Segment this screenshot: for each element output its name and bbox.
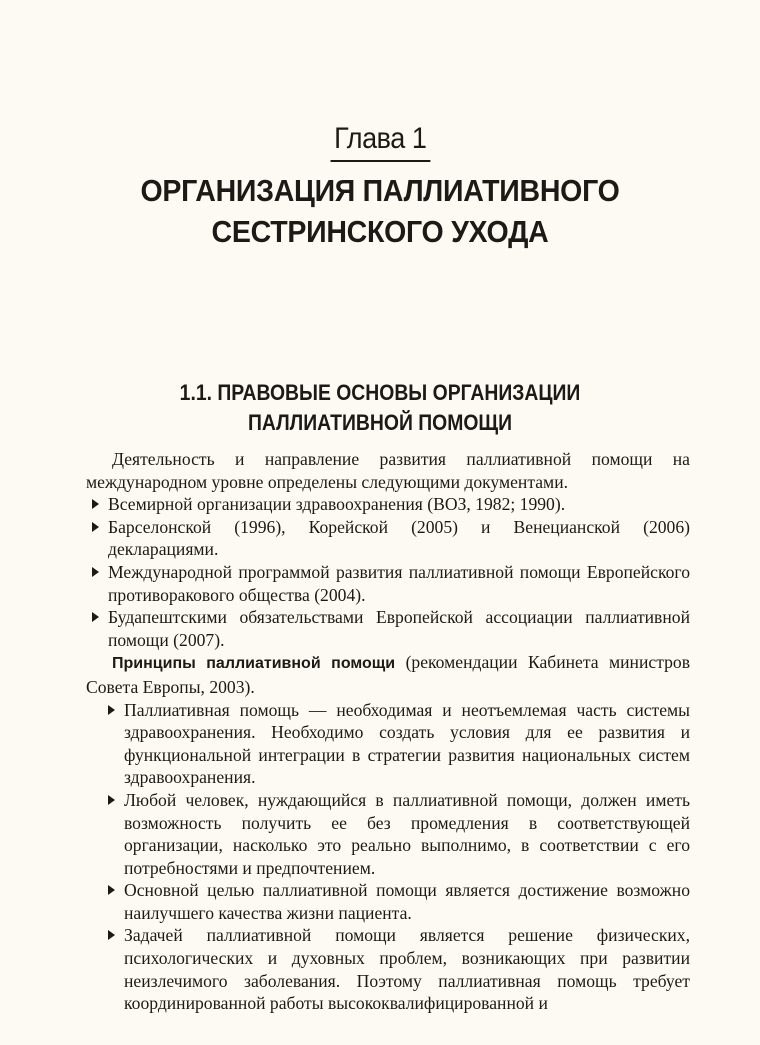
list-item-text: Будапештскими обязательствами Европейской ассоциации паллиативной помощи (2007). xyxy=(108,607,690,650)
section-title xyxy=(0,378,760,438)
list-item-text: Задачей паллиативной помощи является решение физических, психологических и духовных проблем, возникающих при развитии неизлечимого заболевания. Поэтому паллиативная помощь требует координированной работы высококвалифицированной и xyxy=(124,925,690,1014)
principles-paragraph xyxy=(86,651,690,698)
list-item-text: Паллиативная помощь — необходимая и неотъемлемая часть системы здравоохранения. Необходимо создать условия для ее развития и функциональной интеграции в стратегии развития национальных систем здравоохранения. xyxy=(124,699,690,788)
triangle-bullet-icon xyxy=(92,522,99,532)
list-item-text: Международной программой развития паллиативной помощи Европейского противоракового общества (2004). xyxy=(108,561,690,605)
chapter-title-line-2: СЕСТРИНСКОГО УХОДА xyxy=(211,214,549,249)
list-item xyxy=(86,789,690,879)
chapter-label xyxy=(0,122,760,162)
list-item xyxy=(86,924,690,1014)
section-title-line-2: ПАЛЛИАТИВНОЙ ПОМОЩИ xyxy=(247,410,513,435)
list-item-text: Барселонской (1996), Корейской (2005) и Венецианской (2006) декларациями. xyxy=(108,516,690,560)
intro-paragraph: Деятельность и направление развития паллиативной помощи на международном уровне определены следующими документами. xyxy=(86,449,690,492)
list-item-text: Любой человек, нуждающийся в паллиативной помощи, должен иметь возможность получить ее без промедления в соответствующей организации, насколько это реально выполнимо, в соответствии с его потребностями и предпочтением. xyxy=(124,789,690,878)
triangle-bullet-icon xyxy=(92,567,99,577)
list-item xyxy=(86,699,690,789)
principles-heading: Принципы паллиативной помощи xyxy=(112,655,396,673)
triangle-bullet-icon xyxy=(108,930,115,940)
triangle-bullet-icon xyxy=(92,612,99,622)
list-item xyxy=(86,561,690,606)
list-item xyxy=(86,516,690,561)
triangle-bullet-icon xyxy=(108,795,115,805)
section-title-line-1: 1.1. ПРАВОВЫЕ ОСНОВЫ ОРГАНИЗАЦИИ xyxy=(179,380,581,405)
triangle-bullet-icon xyxy=(108,885,115,895)
body-text xyxy=(86,448,690,1015)
principles-source: (рекомендации Кабинета министров Совета Европы, 2003). xyxy=(86,652,691,697)
list-item xyxy=(86,493,690,516)
list-item-text: Всемирной организации здравоохранения (ВОЗ, 1982; 1990). xyxy=(108,494,566,515)
list-item xyxy=(86,606,690,651)
list-item-text: Основной целью паллиативной помощи является достижение возможно наилучшего качества жизни пациента. xyxy=(124,880,690,923)
chapter-number: Глава 1 xyxy=(330,122,430,162)
triangle-bullet-icon xyxy=(108,705,115,715)
chapter-title-line-1: ОРГАНИЗАЦИЯ ПАЛЛИАТИВНОГО xyxy=(140,173,620,208)
triangle-bullet-icon xyxy=(92,499,99,509)
list-item xyxy=(86,879,690,924)
chapter-title xyxy=(0,170,760,252)
